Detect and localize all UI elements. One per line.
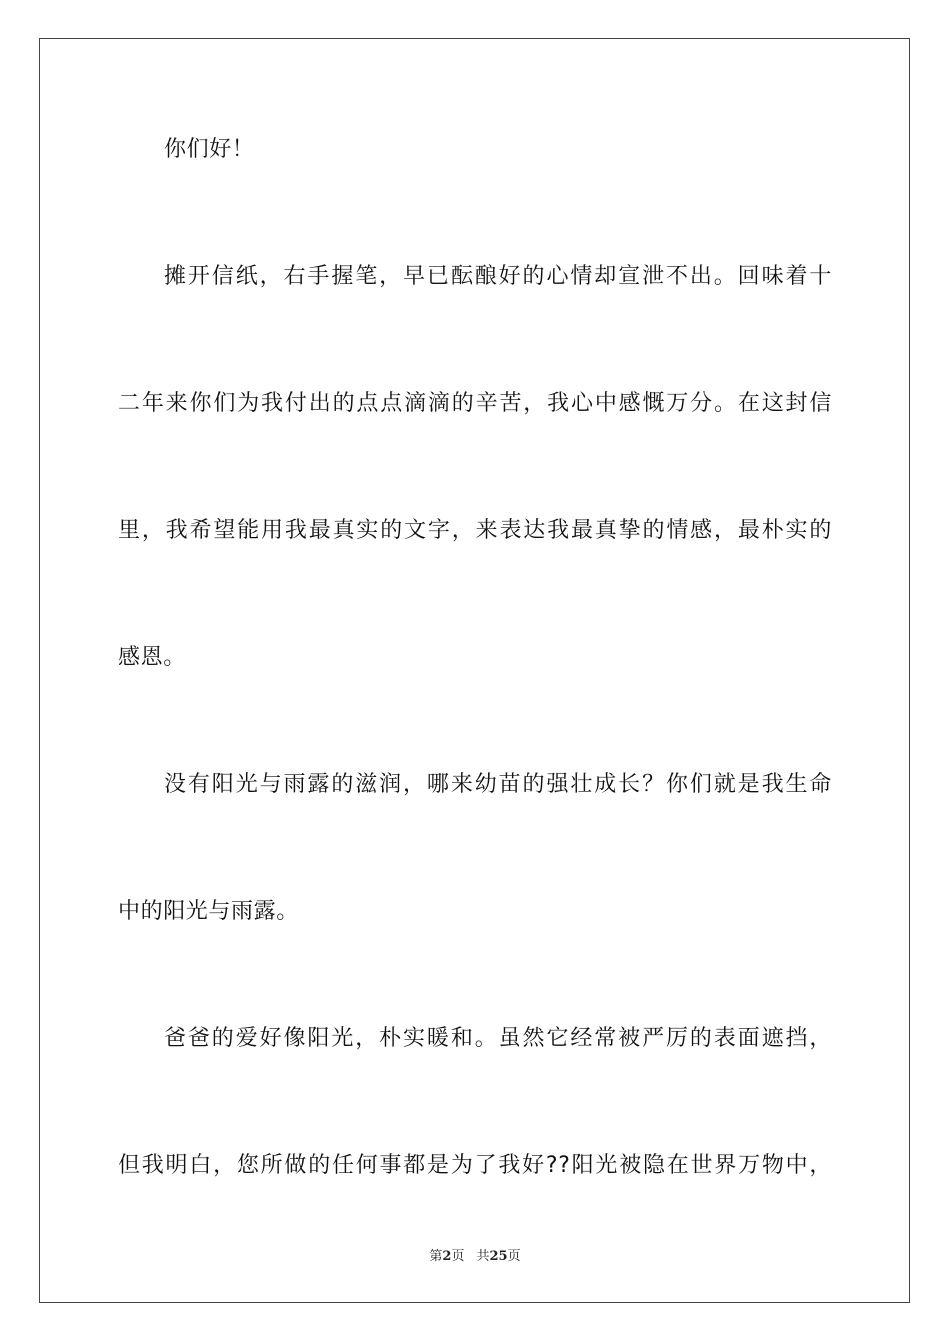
page-footer	[0, 1248, 950, 1266]
footer-page-prefix: 第	[429, 1249, 443, 1264]
paragraph-1-line-2: 二年来你们为我付出的点点滴滴的辛苦，我心中感慨万分。在这封信	[118, 391, 832, 416]
footer-page-number: 2	[442, 1249, 452, 1264]
footer-page-suffix: 页	[451, 1249, 465, 1264]
footer-total-suffix: 页	[507, 1249, 521, 1264]
paragraph-2-line-1: 没有阳光与雨露的滋润，哪来幼苗的强壮成长？你们就是我生命	[164, 772, 832, 797]
footer-total-prefix: 共	[476, 1249, 490, 1264]
paragraph-2-line-2: 中的阳光与雨露。	[118, 899, 299, 924]
paragraph-3-line-2: 但我明白，您所做的任何事都是为了我好??阳光被隐在世界万物中，	[118, 1153, 832, 1178]
paragraph-3-line-1: 爸爸的爱好像阳光，朴实暖和。虽然它经常被严厉的表面遮挡，	[164, 1026, 832, 1051]
paragraph-1-line-3: 里，我希望能用我最真实的文字，来表达我最真挚的情感，最朴实的	[118, 518, 832, 543]
greeting-line: 你们好！	[164, 137, 255, 162]
footer-total-pages: 25	[489, 1249, 508, 1264]
paragraph-1-line-4: 感恩。	[118, 645, 186, 670]
paragraph-1-line-1: 摊开信纸，右手握笔，早已酝酿好的心情却宣泄不出。回味着十	[164, 264, 832, 289]
